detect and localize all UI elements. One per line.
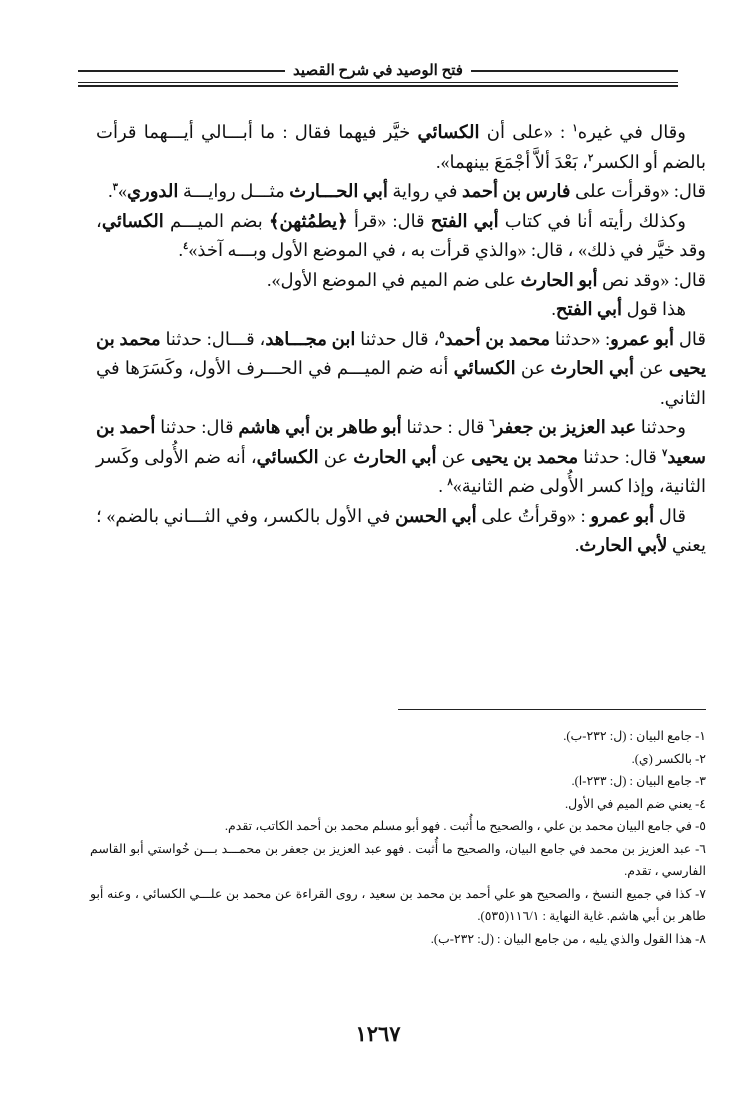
main-text bbox=[96, 118, 706, 561]
footnote-item: ٨- هذا القول والذي يليه ، من جامع البيان : (ل: ٢٣٢-ب). bbox=[430, 931, 706, 946]
paragraph-3: وكذلك رأيته أنا في كتاب أبي الفتح قال: «قرأ ﴿يطمُثهن﴾ بضم الميـــم الكسائي، وقد خيَّر في ذلك» ، قال: «والذي قرأت به ، في الموضع الأول وبـــه آخذ»$^٤$. bbox=[96, 210, 706, 260]
header-title: فتح الوصيد في شرح القصيد bbox=[285, 63, 471, 79]
header-rule-bottom bbox=[78, 82, 678, 83]
paragraph-8: قال أبو عمرو : «وقرأتُ على أبي الحسن في الأول بالكسر، وفي الثـــاني بالضم» ؛ يعني لأبي الحارث. bbox=[96, 505, 706, 555]
footnote-ref-2[interactable]: ٢ bbox=[587, 152, 594, 164]
footnote-item: ٢- بالكسر (ي). bbox=[631, 751, 706, 766]
footnote-item: ٤- يعني ضم الميم في الأول. bbox=[565, 796, 706, 811]
header-rule-bottom-thick bbox=[78, 85, 678, 87]
paragraph-2: قال: «وقرأت على فارس بن أحمد في رواية أبي الحـــارث مثـــل روايـــة الدوري»$^٣$. bbox=[108, 181, 706, 201]
footnote-item: ١- جامع البيان : (ل: ٢٣٢-ب). bbox=[563, 729, 706, 743]
paragraph-5: هذا قول أبي الفتح. bbox=[551, 299, 686, 319]
footnote-ref-8[interactable]: ٨ bbox=[447, 477, 453, 488]
paragraph-7: وحدثنا عبد العزيز بن جعفر$^٦$ قال : حدثنا أبو طاهر بن أبي هاشم قال: حدثنا أحمد بن سعيد$^٧$ قال: حدثنا محمد بن يحيى عن أبي الحارث عن الكسائي، أنه ضم الأُولى وكَسر الثانية، وإذا كسر الأُولى ضم الثانية»$^٨$ . bbox=[96, 417, 706, 496]
footnote-item: ٦- عبد العزيز بن محمد في جامع البيان، والصحيح ما أُثبت . فهو عبد العزيز بن جعفر بن محمـــد بـــن خُواستي أبو القاسم الفارسي ، تقدم. bbox=[90, 841, 706, 878]
footnote-separator bbox=[398, 709, 706, 710]
footnote-ref-7[interactable]: ٧ bbox=[661, 447, 668, 459]
footnote-ref-3[interactable]: ٣ bbox=[112, 182, 118, 193]
footnote-ref-5[interactable]: ٥ bbox=[439, 329, 445, 341]
footnotes bbox=[90, 725, 706, 950]
paragraph-4: قال: «وقد نص أبو الحارث على ضم الميم في الموضع الأول». bbox=[267, 269, 706, 290]
footnote-item: ٣- جامع البيان : (ل: ٢٣٣-ا). bbox=[571, 774, 706, 788]
running-header bbox=[78, 60, 678, 78]
footnote-ref-6[interactable]: ٦ bbox=[489, 418, 495, 429]
footnote-item: ٧- كذا في جميع النسخ ، والصحيح هو علي أحمد بن محمد بن سعيد ، روى القراءة عن محمد بن علـــي الكسائي ، وعنه أبو طاهر بن أبي هاشم. غاية النهاية : ١١٦/١(٥٣٥). bbox=[90, 886, 706, 923]
paragraph-1: وقال في غيره$^١$ : «على أن الكسائي خيَّر فيهما فقال : ما أبـــالي أيـــهما قرأت بالضم أو الكسر$^٢$، بَعْدَ ألاَّ أجْمَعَ بينهما». bbox=[96, 122, 706, 172]
page-number: ١٢٦٧ bbox=[355, 1022, 401, 1046]
paragraph-6: قال أبو عمرو: «حدثنا محمد بن أحمد$^٥$، قال حدثنا ابن مجـــاهد، قـــال: حدثنا محمد بن يحيى عن أبي الحارث عن الكسائي أنه ضم الميـــم في الحـــرف الأول، وكَسَرَها في الثاني. bbox=[96, 328, 707, 408]
footnote-ref-4[interactable]: ٤ bbox=[183, 241, 189, 252]
footnote-item: ٥- في جامع البيان محمد بن علي ، والصحيح ما أُثبت . فهو أبو مسلم محمد بن أحمد الكاتب، تقدم. bbox=[224, 819, 706, 833]
footnote-ref-1[interactable]: ١ bbox=[572, 123, 578, 134]
